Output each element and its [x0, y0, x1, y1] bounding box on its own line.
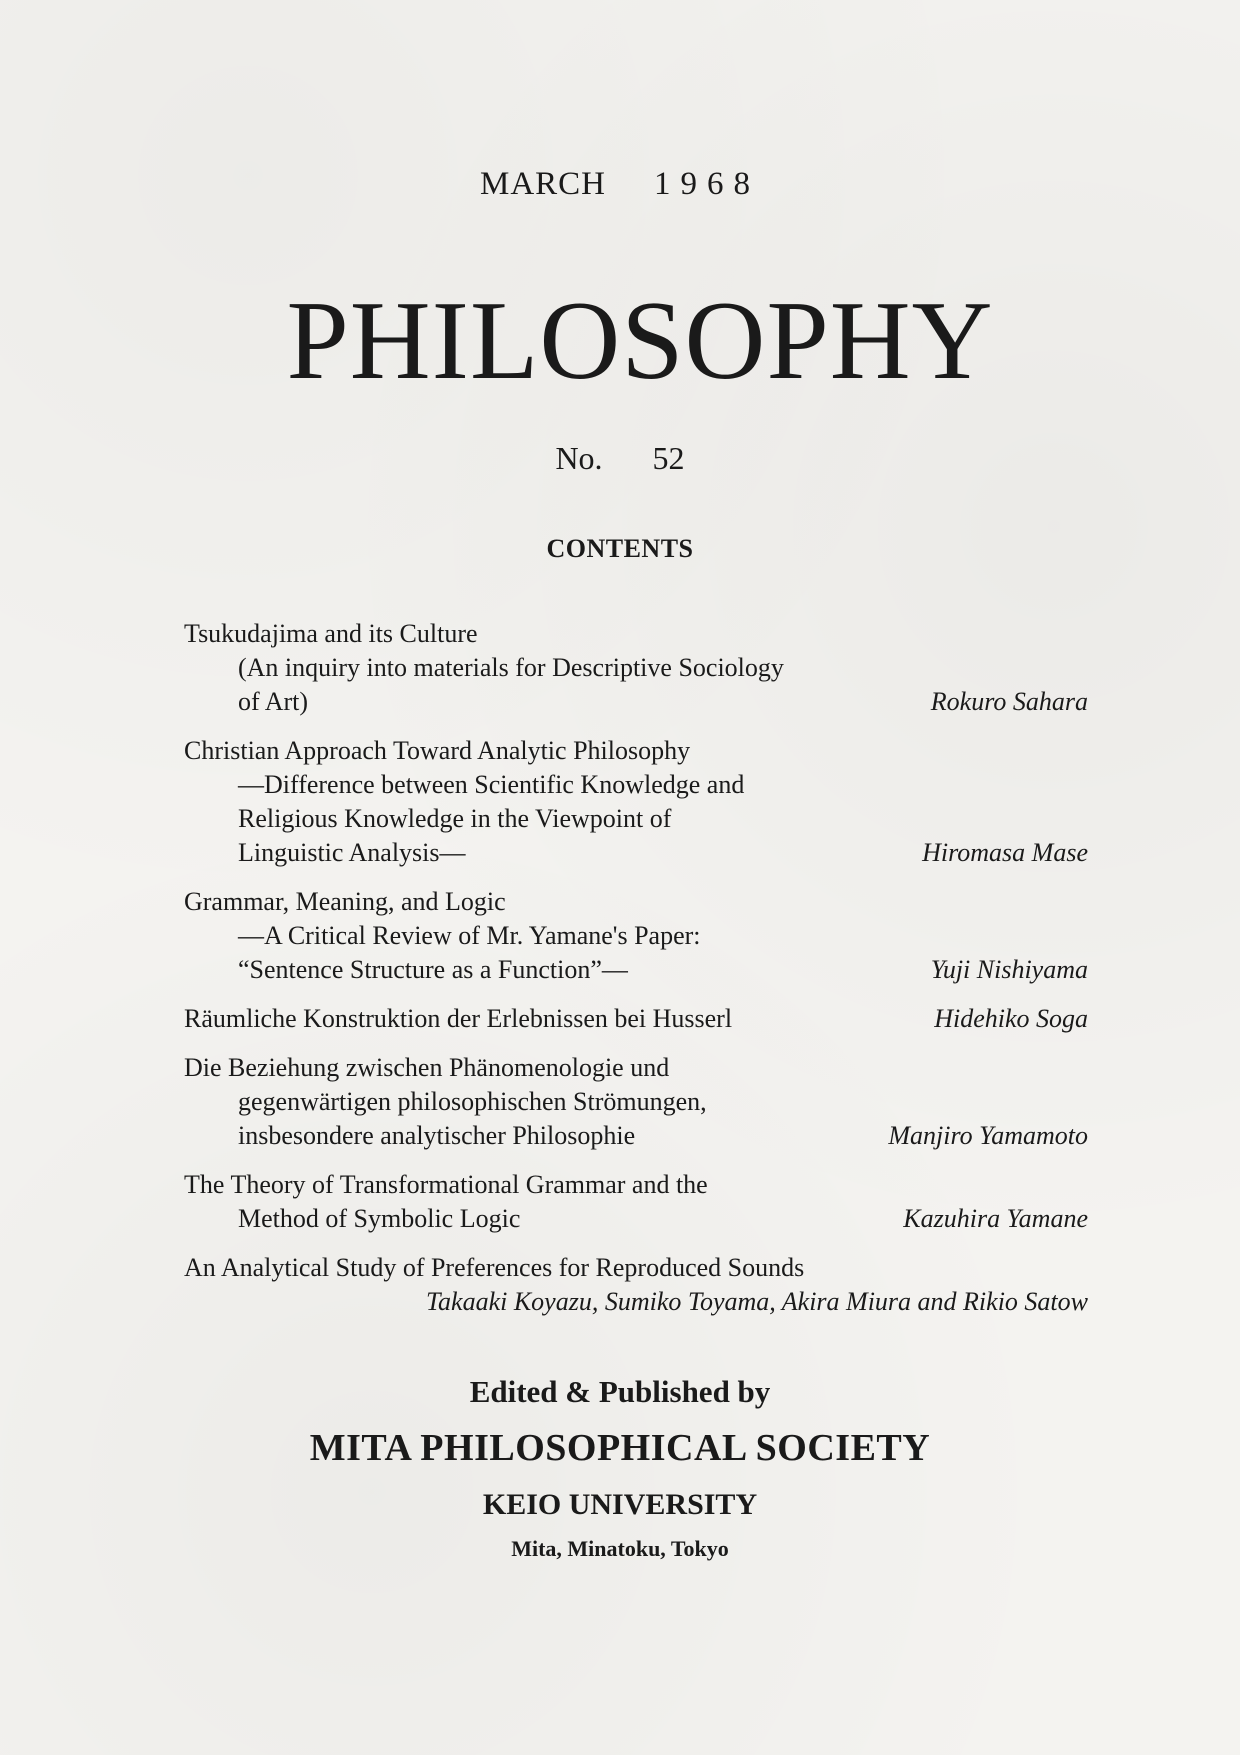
- entry-author: Takaaki Koyazu, Sumiko Toyama, Akira Miura and Rikio Satow: [425, 1287, 1088, 1316]
- entry-title-line: —A Critical Review of Mr. Yamane's Paper:: [238, 921, 701, 950]
- entry-author: Yuji Nishiyama: [930, 955, 1088, 984]
- entry-title-line: “Sentence Structure as a Function”— Yuji Nishiyama: [184, 953, 1088, 987]
- toc-entry: [184, 885, 1088, 987]
- entry-title-line: Tsukudajima and its Culture: [184, 619, 478, 648]
- edited-by: Edited & Published by: [469, 1374, 771, 1409]
- issue-year: 1968: [654, 166, 761, 202]
- entry-title-line: of Art) Rokuro Sahara: [184, 685, 1088, 719]
- entry-title-line: Linguistic Analysis— Hiromasa Mase: [184, 836, 1088, 870]
- entry-title-line: (An inquiry into materials for Descriptive Sociology: [238, 653, 784, 682]
- entry-author: Kazuhira Yamane: [903, 1204, 1088, 1233]
- entry-title-line: Die Beziehung zwischen Phänomenologie und: [184, 1053, 670, 1082]
- entry-title-line: An Analytical Study of Preferences for Reproduced Sounds: [184, 1253, 805, 1282]
- entry-author: Rokuro Sahara: [930, 687, 1088, 716]
- publisher-address: Mita, Minatoku, Tokyo: [511, 1536, 729, 1561]
- entry-author: Manjiro Yamamoto: [888, 1121, 1088, 1150]
- contents-heading: CONTENTS: [546, 534, 694, 563]
- issue-number: [0, 440, 1240, 477]
- entry-title-line: insbesondere analytischer Philosophie Manjiro Yamamoto: [184, 1119, 1088, 1153]
- table-of-contents: [184, 617, 1088, 1334]
- issue-month: MARCH: [479, 166, 607, 202]
- issue-number-label: No.: [555, 440, 603, 476]
- toc-entry: [184, 1002, 1088, 1036]
- entry-title-line: Religious Knowledge in the Viewpoint of: [238, 804, 672, 833]
- entry-title-line: Räumliche Konstruktion der Erlebnissen bei Husserl Hidehiko Soga: [184, 1002, 1088, 1036]
- issue-date: [0, 166, 1240, 203]
- toc-entry: [184, 1251, 1088, 1319]
- toc-entry: [184, 617, 1088, 719]
- entry-author: Hidehiko Soga: [934, 1004, 1088, 1033]
- journal-title: PHILOSOPHY: [286, 279, 994, 403]
- publisher-university: KEIO UNIVERSITY: [482, 1488, 758, 1521]
- toc-entry: [184, 1051, 1088, 1153]
- entry-title-line: Grammar, Meaning, and Logic: [184, 887, 506, 916]
- entry-title-line: gegenwärtigen philosophischen Strömungen,: [238, 1087, 707, 1116]
- entry-author: Hiromasa Mase: [922, 838, 1088, 867]
- entry-title-line: The Theory of Transformational Grammar and the: [184, 1170, 708, 1199]
- toc-entry: [184, 734, 1088, 870]
- publisher-society: MITA PHILOSOPHICAL SOCIETY: [309, 1427, 931, 1469]
- toc-entry: [184, 1168, 1088, 1236]
- entry-title-line: Method of Symbolic Logic Kazuhira Yamane: [184, 1202, 1088, 1236]
- entry-title-line: —Difference between Scientific Knowledge and: [238, 770, 745, 799]
- entry-title-line: Christian Approach Toward Analytic Philosophy: [184, 736, 691, 765]
- issue-number-value: 52: [652, 440, 685, 476]
